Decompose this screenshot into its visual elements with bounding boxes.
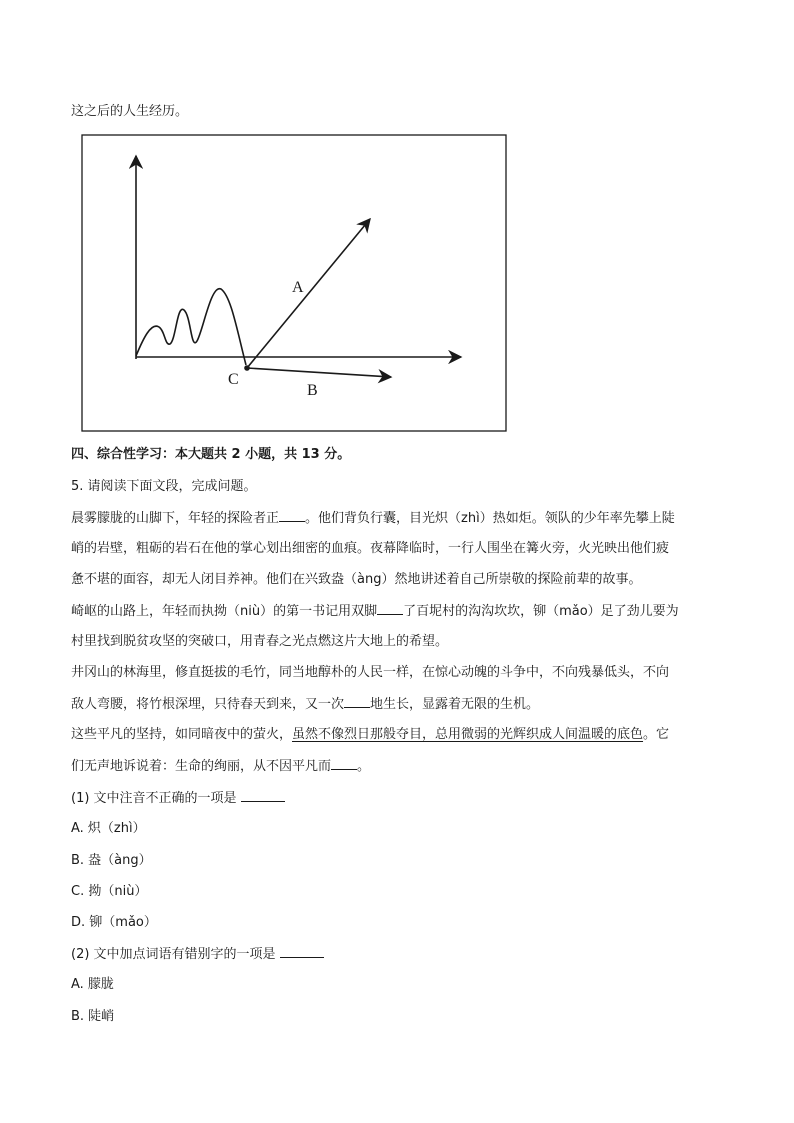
- para4-line1-start: 这些平凡的坚持，如同暗夜中的萤火，: [71, 727, 293, 742]
- label-c: C: [228, 371, 239, 388]
- sub1-option-c[interactable]: C. 拗（niù）: [71, 884, 148, 899]
- label-b: B: [307, 382, 318, 399]
- para1-line1-start: 晨雾朦胧的山脚下，年轻的探险者正: [71, 511, 280, 526]
- arrow-b: [247, 368, 391, 377]
- blank-2: [377, 602, 403, 615]
- sub1-option-b[interactable]: B. 盎（àng）: [71, 853, 152, 868]
- para4-line2: [71, 757, 370, 776]
- para4-line2-end: 。: [357, 759, 371, 774]
- blank-4: [331, 757, 357, 770]
- sub-question-2-stem: (2) 文中加点词语有错别字的一项是: [71, 947, 276, 962]
- para4-line2-start: 们无声地诉说着：生命的绚丽，从不因平凡而: [71, 759, 332, 774]
- sub1-option-d[interactable]: D. 铆（mǎo）: [71, 915, 157, 930]
- para3-line1: 井冈山的林海里，修直挺拔的毛竹，同当地醇朴的人民一样，在惊心动魄的斗争中，不向残暴低头，不向: [71, 665, 670, 680]
- para1-line1: [71, 509, 675, 528]
- section-heading: 四、综合性学习：本大题共 2 小题，共 13 分。: [71, 447, 351, 462]
- answer-blank-2[interactable]: [280, 945, 324, 958]
- para1-line2: 峭的岩壁，粗砺的岩石在他的掌心划出细密的血痕。夜幕降临时，一行人围坐在篝火旁，火光映出他们疲: [71, 541, 670, 556]
- point-c: [244, 365, 250, 371]
- para3-line2-end: 地生长，显露着无限的生机。: [370, 697, 540, 712]
- para3-line2-start: 敌人弯腰，将竹根深埋，只待春天到来，又一次: [71, 697, 345, 712]
- sub2-option-a[interactable]: A. 朦胧: [71, 977, 114, 992]
- arrow-a: [247, 219, 370, 368]
- intro-line: 这之后的人生经历。: [71, 104, 189, 119]
- wavy-curve: [136, 289, 246, 365]
- para2-line2: 村里找到脱贫攻坚的突破口，用青春之光点燃这片大地上的希望。: [71, 634, 449, 649]
- answer-blank-1[interactable]: [241, 789, 285, 802]
- sub-question-2: [71, 945, 324, 964]
- sub-question-1: [71, 789, 285, 808]
- sub-question-1-stem: (1) 文中注音不正确的一项是: [71, 791, 237, 806]
- label-a: A: [292, 279, 304, 296]
- sub1-option-a[interactable]: A. 炽（zhì）: [71, 821, 146, 836]
- blank-3: [344, 695, 370, 708]
- question-title: 5. 请阅读下面文段，完成问题。: [71, 479, 257, 494]
- para3-line2: [71, 695, 539, 714]
- underlined-sentence: 虽然不像烈日那般夺目，总用微弱的光辉织成人间温暖的底色: [292, 727, 644, 742]
- para4-line1-end: 。它: [643, 727, 670, 742]
- para2-line1: [71, 602, 679, 621]
- para1-line1-end: 。他们背负行囊，目光炽（zhì）热如炬。领队的少年率先攀上陡: [305, 511, 675, 526]
- blank-1: [279, 509, 305, 522]
- para2-line1-start: 崎岖的山路上，年轻而执拗（niù）的第一书记用双脚: [71, 604, 378, 619]
- life-curve-figure: [81, 134, 507, 432]
- sub2-option-b[interactable]: B. 陡峭: [71, 1009, 115, 1024]
- para1-line3: 惫不堪的面容，却无人闭目养神。他们在兴致盎（àng）然地讲述着自己所崇敬的探险前辈的故事。: [71, 572, 642, 587]
- para2-line1-end: 了百坭村的沟沟坎坎，铆（mǎo）足了劲儿要为: [403, 604, 679, 619]
- para4-line1: [71, 726, 669, 744]
